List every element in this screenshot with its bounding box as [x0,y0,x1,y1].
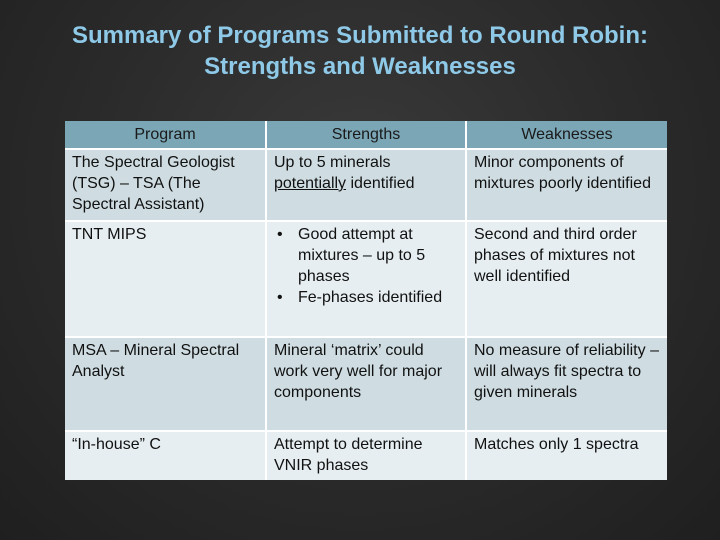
weaknesses-cell: Second and third order phases of mixtures not well identified [466,221,667,337]
bullet-text: Fe-phases identified [298,289,443,306]
program-cell: MSA – Mineral Spectral Analyst [65,337,266,431]
slide-title [0,20,720,82]
programs-table [65,121,667,480]
program-cell: TNT MIPS [65,221,266,337]
table-row [65,149,667,221]
table-row [65,337,667,431]
weaknesses-cell: Minor components of mixtures poorly identified [466,149,667,221]
table-row [65,221,667,337]
slide-title-line-1: Summary of Programs Submitted to Round Robin: [71,22,648,49]
strengths-cell [266,221,466,337]
header-weaknesses: Weaknesses [466,121,667,149]
table-row [65,431,667,480]
header-program: Program [65,121,266,149]
bullet-icon: • [277,226,283,243]
bullet-text: Good attempt at mixtures – up to 5 phases [298,226,426,285]
strengths-cell [266,149,466,221]
header-strengths: Strengths [266,121,466,149]
table-header-row [65,121,667,149]
strengths-cell: Attempt to determine VNIR phases [266,431,466,480]
strengths-cell: Mineral ‘matrix’ could work very well for major components [266,337,466,431]
program-cell: “In-house” C [65,431,266,480]
strengths-bullet-list [274,224,458,308]
program-cell: The Spectral Geologist (TSG) – TSA (The Spectral Assistant) [65,149,266,221]
slide-title-line-2: Strengths and Weaknesses [204,53,516,80]
weaknesses-cell: No measure of reliability – will always fit spectra to given minerals [466,337,667,431]
bullet-item [277,287,458,308]
bullet-item [277,224,458,287]
strengths-emphasis: potentially [274,175,347,192]
strengths-text: Up to 5 minerals [274,154,391,171]
bullet-icon: • [277,289,283,306]
strengths-text-suffix: identified [346,175,415,192]
weaknesses-cell: Matches only 1 spectra [466,431,667,480]
